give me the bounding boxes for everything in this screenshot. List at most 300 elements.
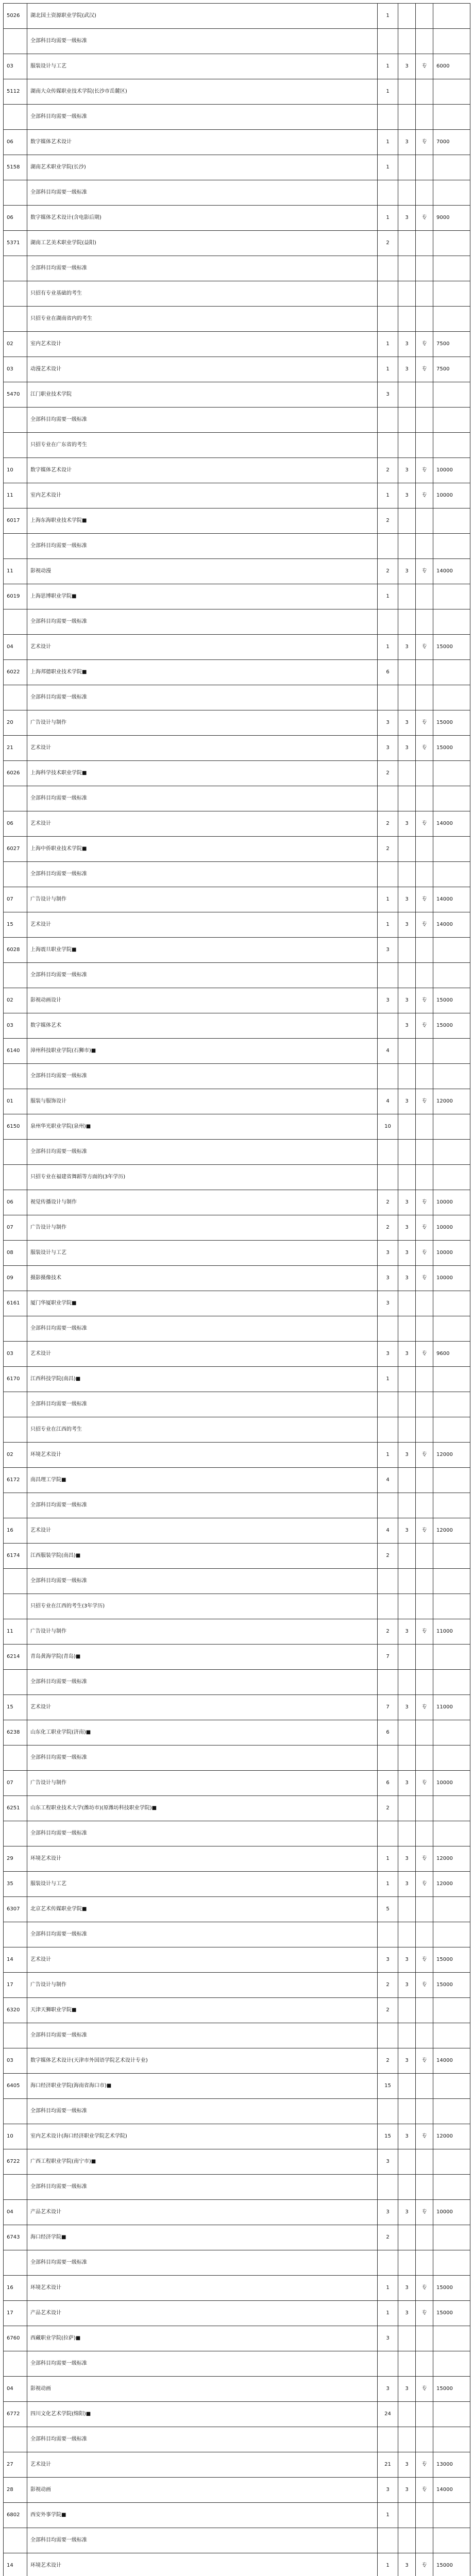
code-cell xyxy=(4,963,27,988)
code-cell: 6405 xyxy=(4,2074,27,2099)
code-cell: 06 xyxy=(4,130,27,155)
school-row xyxy=(4,1897,470,1922)
years-cell xyxy=(398,4,416,29)
note-row xyxy=(4,408,470,433)
code-cell: 28 xyxy=(4,2478,27,2503)
level-cell xyxy=(416,1897,433,1922)
major-row xyxy=(4,2301,470,2326)
years-cell: 3 xyxy=(398,1518,416,1544)
name-cell: 全部科目均需要一级标准 xyxy=(27,1493,378,1518)
level-cell: 专 xyxy=(416,1266,433,1291)
major-row xyxy=(4,887,470,912)
major-row xyxy=(4,1872,470,1897)
years-cell xyxy=(398,660,416,685)
major-row xyxy=(4,2478,470,2503)
years-cell: 3 xyxy=(398,1013,416,1039)
major-row xyxy=(4,1771,470,1796)
major-row xyxy=(4,2452,470,2478)
years-cell xyxy=(398,1165,416,1190)
plan-count-cell: 2 xyxy=(378,2048,398,2074)
name-cell: 数字媒体艺术设计(天津市外国语学院艺术设计专业) xyxy=(27,2048,378,2074)
years-cell: 3 xyxy=(398,710,416,736)
level-cell xyxy=(416,1922,433,1947)
level-cell: 专 xyxy=(416,1089,433,1114)
name-cell: 数字媒体艺术设计 xyxy=(27,130,378,155)
code-cell: 5026 xyxy=(4,4,27,29)
level-cell: 专 xyxy=(416,1973,433,1998)
plan-count-cell: 3 xyxy=(378,1291,398,1316)
years-cell: 3 xyxy=(398,1266,416,1291)
years-cell: 3 xyxy=(398,2200,416,2225)
name-cell: 全部科目均需要一级标准 xyxy=(27,1316,378,1342)
plan-count-cell xyxy=(378,2351,398,2377)
years-cell: 3 xyxy=(398,887,416,912)
years-cell xyxy=(398,79,416,105)
level-cell: 专 xyxy=(416,1619,433,1645)
tuition-cell: 12000 xyxy=(433,1518,470,1544)
years-cell xyxy=(398,433,416,458)
code-cell: 6722 xyxy=(4,2149,27,2175)
name-cell: 北京艺术传媒职业学院■ xyxy=(27,1897,378,1922)
plan-count-cell xyxy=(378,1064,398,1089)
name-cell: 全部科目均需要一级标准 xyxy=(27,1745,378,1771)
level-cell: 专 xyxy=(416,130,433,155)
code-cell: 10 xyxy=(4,458,27,483)
level-cell: 专 xyxy=(416,2377,433,2402)
name-cell: 江门职业技术学院 xyxy=(27,382,378,408)
plan-count-cell xyxy=(378,862,398,887)
level-cell xyxy=(416,2099,433,2124)
major-row xyxy=(4,130,470,155)
name-cell: 只招专业在江西的考生 xyxy=(27,1417,378,1443)
level-cell: 专 xyxy=(416,1241,433,1266)
plan-count-cell xyxy=(378,256,398,281)
years-cell: 3 xyxy=(398,130,416,155)
code-cell: 07 xyxy=(4,1771,27,1796)
code-cell: 6238 xyxy=(4,1720,27,1745)
years-cell xyxy=(398,256,416,281)
code-cell: 14 xyxy=(4,2553,27,2576)
plan-count-cell: 1 xyxy=(378,2276,398,2301)
name-cell: 全部科目均需要一级标准 xyxy=(27,408,378,433)
tuition-cell xyxy=(433,1493,470,1518)
name-cell: 湖南艺术职业学院(长沙) xyxy=(27,155,378,180)
code-cell: 6772 xyxy=(4,2402,27,2427)
name-cell: 全部科目均需要一级标准 xyxy=(27,1392,378,1417)
years-cell: 3 xyxy=(398,332,416,357)
name-cell: 环境艺术设计 xyxy=(27,2553,378,2576)
tuition-cell: 11000 xyxy=(433,1695,470,1720)
plan-count-cell xyxy=(378,2528,398,2553)
note-row xyxy=(4,433,470,458)
level-cell xyxy=(416,408,433,433)
name-cell: 全部科目均需要一级标准 xyxy=(27,2175,378,2200)
school-row xyxy=(4,2225,470,2250)
plan-count-cell: 4 xyxy=(378,1468,398,1493)
plan-count-cell xyxy=(378,2175,398,2200)
school-row xyxy=(4,231,470,256)
code-cell: 6028 xyxy=(4,938,27,963)
plan-count-cell: 2 xyxy=(378,1973,398,1998)
name-cell: 全部科目均需要一级标准 xyxy=(27,534,378,559)
note-row xyxy=(4,1064,470,1089)
plan-count-cell: 1 xyxy=(378,4,398,29)
code-cell: 6027 xyxy=(4,837,27,862)
name-cell: 江西服装学院(南昌)■ xyxy=(27,1544,378,1569)
name-cell: 全部科目均需要一级标准 xyxy=(27,1140,378,1165)
years-cell xyxy=(398,1316,416,1342)
code-cell: 10 xyxy=(4,2124,27,2149)
name-cell: 只招专业在江西的考生(3年学历) xyxy=(27,1594,378,1619)
level-cell: 专 xyxy=(416,2200,433,2225)
code-cell xyxy=(4,609,27,635)
level-cell: 专 xyxy=(416,2048,433,2074)
name-cell: 产品艺术设计 xyxy=(27,2200,378,2225)
name-cell: 天津天狮职业学院■ xyxy=(27,1998,378,2023)
name-cell: 艺术设计 xyxy=(27,811,378,837)
tuition-cell: 10000 xyxy=(433,1266,470,1291)
level-cell xyxy=(416,2402,433,2427)
years-cell xyxy=(398,408,416,433)
level-cell xyxy=(416,2023,433,2048)
major-row xyxy=(4,1089,470,1114)
level-cell xyxy=(416,761,433,786)
level-cell xyxy=(416,281,433,307)
level-cell xyxy=(416,837,433,862)
note-row xyxy=(4,2250,470,2276)
plan-count-cell xyxy=(378,1392,398,1417)
name-cell: 艺术设计 xyxy=(27,1342,378,1367)
years-cell: 3 xyxy=(398,2377,416,2402)
plan-count-cell: 1 xyxy=(378,130,398,155)
plan-count-cell: 5 xyxy=(378,1897,398,1922)
name-cell: 艺术设计 xyxy=(27,912,378,938)
tuition-cell: 12000 xyxy=(433,1872,470,1897)
name-cell: 艺术设计 xyxy=(27,1947,378,1973)
years-cell xyxy=(398,1897,416,1922)
years-cell: 3 xyxy=(398,1342,416,1367)
code-cell: 6026 xyxy=(4,761,27,786)
tuition-cell: 10000 xyxy=(433,458,470,483)
major-row xyxy=(4,635,470,660)
level-cell xyxy=(416,382,433,408)
name-cell: 全部科目均需要一级标准 xyxy=(27,786,378,811)
note-row xyxy=(4,534,470,559)
plan-count-cell xyxy=(378,105,398,130)
tuition-cell xyxy=(433,2149,470,2175)
major-row xyxy=(4,1190,470,1215)
name-cell: 产品艺术设计 xyxy=(27,2301,378,2326)
plan-count-cell xyxy=(378,1594,398,1619)
tuition-cell xyxy=(433,1165,470,1190)
years-cell xyxy=(398,2503,416,2528)
code-cell: 02 xyxy=(4,1443,27,1468)
name-cell: 全部科目均需要一级标准 xyxy=(27,2351,378,2377)
plan-count-cell: 2 xyxy=(378,1998,398,2023)
code-cell xyxy=(4,685,27,710)
tuition-cell xyxy=(433,2427,470,2452)
code-cell: 6743 xyxy=(4,2225,27,2250)
level-cell xyxy=(416,584,433,609)
name-cell: 全部科目均需要一级标准 xyxy=(27,685,378,710)
tuition-cell xyxy=(433,660,470,685)
years-cell xyxy=(398,1291,416,1316)
tuition-cell xyxy=(433,1645,470,1670)
level-cell xyxy=(416,180,433,206)
tuition-cell xyxy=(433,2023,470,2048)
code-cell xyxy=(4,1140,27,1165)
level-cell: 专 xyxy=(416,483,433,509)
code-cell xyxy=(4,2427,27,2452)
tuition-cell xyxy=(433,180,470,206)
code-cell xyxy=(4,2023,27,2048)
code-cell xyxy=(4,1922,27,1947)
level-cell xyxy=(416,1594,433,1619)
plan-count-cell: 2 xyxy=(378,509,398,534)
level-cell xyxy=(416,1039,433,1064)
years-cell xyxy=(398,685,416,710)
plan-count-cell: 3 xyxy=(378,1947,398,1973)
tuition-cell: 14000 xyxy=(433,2478,470,2503)
note-row xyxy=(4,685,470,710)
tuition-cell: 10000 xyxy=(433,1771,470,1796)
plan-count-cell: 3 xyxy=(378,1342,398,1367)
tuition-cell xyxy=(433,29,470,54)
years-cell xyxy=(398,2427,416,2452)
level-cell xyxy=(416,963,433,988)
tuition-cell xyxy=(433,2326,470,2351)
tuition-cell xyxy=(433,1316,470,1342)
years-cell xyxy=(398,2402,416,2427)
level-cell xyxy=(416,2351,433,2377)
major-row xyxy=(4,483,470,509)
name-cell: 广告设计与制作 xyxy=(27,1771,378,1796)
years-cell: 3 xyxy=(398,54,416,79)
table-body xyxy=(4,4,470,2576)
name-cell: 全部科目均需要一级标准 xyxy=(27,180,378,206)
plan-count-cell: 2 xyxy=(378,458,398,483)
plan-count-cell: 6 xyxy=(378,1771,398,1796)
name-cell: 全部科目均需要一级标准 xyxy=(27,1569,378,1594)
tuition-cell: 15000 xyxy=(433,988,470,1013)
note-row xyxy=(4,1417,470,1443)
plan-count-cell xyxy=(378,786,398,811)
level-cell xyxy=(416,433,433,458)
years-cell xyxy=(398,2250,416,2276)
note-row xyxy=(4,1745,470,1771)
note-row xyxy=(4,2351,470,2377)
name-cell: 广告设计与制作 xyxy=(27,1619,378,1645)
tuition-cell: 10000 xyxy=(433,1241,470,1266)
school-row xyxy=(4,79,470,105)
major-row xyxy=(4,1443,470,1468)
name-cell: 数字媒体艺术 xyxy=(27,1013,378,1039)
plan-count-cell xyxy=(378,408,398,433)
level-cell: 专 xyxy=(416,1215,433,1241)
note-row xyxy=(4,1821,470,1846)
name-cell: 只招专业在湖南省内的考生 xyxy=(27,307,378,332)
code-cell: 6802 xyxy=(4,2503,27,2528)
level-cell xyxy=(416,2250,433,2276)
tuition-cell: 15000 xyxy=(433,2377,470,2402)
years-cell xyxy=(398,2175,416,2200)
code-cell: 5470 xyxy=(4,382,27,408)
years-cell: 3 xyxy=(398,736,416,761)
plan-count-cell: 1 xyxy=(378,2553,398,2576)
level-cell xyxy=(416,2149,433,2175)
level-cell xyxy=(416,1316,433,1342)
tuition-cell xyxy=(433,1140,470,1165)
note-row xyxy=(4,1392,470,1417)
code-cell xyxy=(4,1316,27,1342)
name-cell: 广告设计与制作 xyxy=(27,1215,378,1241)
name-cell: 广告设计与制作 xyxy=(27,1973,378,1998)
school-row xyxy=(4,1114,470,1140)
note-row xyxy=(4,180,470,206)
name-cell: 上海邦德职业技术学院■ xyxy=(27,660,378,685)
tuition-cell xyxy=(433,281,470,307)
name-cell: 泉州华光职业学院(泉州)■ xyxy=(27,1114,378,1140)
tuition-cell: 15000 xyxy=(433,710,470,736)
name-cell: 全部科目均需要一级标准 xyxy=(27,2099,378,2124)
tuition-cell: 10000 xyxy=(433,2200,470,2225)
name-cell: 服装设计与工艺 xyxy=(27,1241,378,1266)
years-cell: 3 xyxy=(398,2048,416,2074)
code-cell xyxy=(4,281,27,307)
years-cell xyxy=(398,938,416,963)
tuition-cell xyxy=(433,584,470,609)
plan-count-cell xyxy=(378,1417,398,1443)
school-row xyxy=(4,761,470,786)
level-cell: 专 xyxy=(416,2553,433,2576)
school-row xyxy=(4,1468,470,1493)
years-cell xyxy=(398,609,416,635)
tuition-cell xyxy=(433,1998,470,2023)
major-row xyxy=(4,1846,470,1872)
level-cell: 专 xyxy=(416,887,433,912)
plan-count-cell: 2 xyxy=(378,1190,398,1215)
years-cell xyxy=(398,1594,416,1619)
years-cell: 3 xyxy=(398,1443,416,1468)
code-cell: 21 xyxy=(4,736,27,761)
level-cell xyxy=(416,1720,433,1745)
note-row xyxy=(4,2427,470,2452)
name-cell: 南昌理工学院■ xyxy=(27,1468,378,1493)
years-cell xyxy=(398,2326,416,2351)
level-cell xyxy=(416,534,433,559)
level-cell: 专 xyxy=(416,559,433,584)
code-cell xyxy=(4,433,27,458)
level-cell xyxy=(416,2326,433,2351)
tuition-cell xyxy=(433,155,470,180)
plan-count-cell xyxy=(378,433,398,458)
years-cell: 3 xyxy=(398,1619,416,1645)
tuition-cell xyxy=(433,2175,470,2200)
plan-count-cell xyxy=(378,685,398,710)
years-cell xyxy=(398,1821,416,1846)
level-cell: 专 xyxy=(416,2301,433,2326)
code-cell xyxy=(4,29,27,54)
plan-count-cell: 24 xyxy=(378,2402,398,2427)
note-row xyxy=(4,105,470,130)
name-cell: 全部科目均需要一级标准 xyxy=(27,1670,378,1695)
code-cell xyxy=(4,1670,27,1695)
note-row xyxy=(4,1922,470,1947)
plan-count-cell xyxy=(378,180,398,206)
plan-count-cell xyxy=(378,2250,398,2276)
tuition-cell: 13000 xyxy=(433,2452,470,2478)
name-cell: 只招有专业基础的考生 xyxy=(27,281,378,307)
name-cell: 全部科目均需要一级标准 xyxy=(27,862,378,887)
years-cell xyxy=(398,105,416,130)
school-row xyxy=(4,509,470,534)
code-cell xyxy=(4,180,27,206)
tuition-cell: 14000 xyxy=(433,559,470,584)
note-row xyxy=(4,281,470,307)
plan-count-cell: 15 xyxy=(378,2074,398,2099)
major-row xyxy=(4,1241,470,1266)
tuition-cell xyxy=(433,307,470,332)
years-cell xyxy=(398,963,416,988)
years-cell: 3 xyxy=(398,1947,416,1973)
name-cell: 厦门华厦职业学院■ xyxy=(27,1291,378,1316)
school-row xyxy=(4,584,470,609)
major-row xyxy=(4,1013,470,1039)
major-row xyxy=(4,2276,470,2301)
level-cell xyxy=(416,862,433,887)
school-row xyxy=(4,2326,470,2351)
tuition-cell: 14000 xyxy=(433,811,470,837)
name-cell: 全部科目均需要一级标准 xyxy=(27,2250,378,2276)
plan-count-cell: 7 xyxy=(378,1645,398,1670)
years-cell xyxy=(398,2099,416,2124)
name-cell: 艺术设计 xyxy=(27,1695,378,1720)
years-cell: 3 xyxy=(398,206,416,231)
major-row xyxy=(4,1947,470,1973)
level-cell xyxy=(416,2528,433,2553)
code-cell: 16 xyxy=(4,1518,27,1544)
tuition-cell: 7500 xyxy=(433,332,470,357)
tuition-cell xyxy=(433,509,470,534)
years-cell xyxy=(398,584,416,609)
name-cell: 只招专业在福建省舞蹈等方面的(3年学历) xyxy=(27,1165,378,1190)
years-cell xyxy=(398,1745,416,1771)
code-cell: 04 xyxy=(4,635,27,660)
level-cell xyxy=(416,1165,433,1190)
years-cell: 3 xyxy=(398,811,416,837)
tuition-cell xyxy=(433,837,470,862)
plan-count-cell: 2 xyxy=(378,559,398,584)
code-cell: 5112 xyxy=(4,79,27,105)
name-cell: 上海东海职业技术学院■ xyxy=(27,509,378,534)
code-cell: 15 xyxy=(4,1695,27,1720)
tuition-cell xyxy=(433,963,470,988)
years-cell xyxy=(398,1114,416,1140)
plan-count-cell: 1 xyxy=(378,912,398,938)
plan-count-cell: 1 xyxy=(378,332,398,357)
level-cell: 专 xyxy=(416,332,433,357)
level-cell xyxy=(416,1796,433,1821)
school-row xyxy=(4,2074,470,2099)
code-cell: 6760 xyxy=(4,2326,27,2351)
level-cell: 专 xyxy=(416,2452,433,2478)
name-cell: 全部科目均需要一级标准 xyxy=(27,2427,378,2452)
major-row xyxy=(4,736,470,761)
tuition-cell xyxy=(433,4,470,29)
school-row xyxy=(4,1796,470,1821)
code-cell xyxy=(4,1745,27,1771)
plan-count-cell xyxy=(378,2099,398,2124)
